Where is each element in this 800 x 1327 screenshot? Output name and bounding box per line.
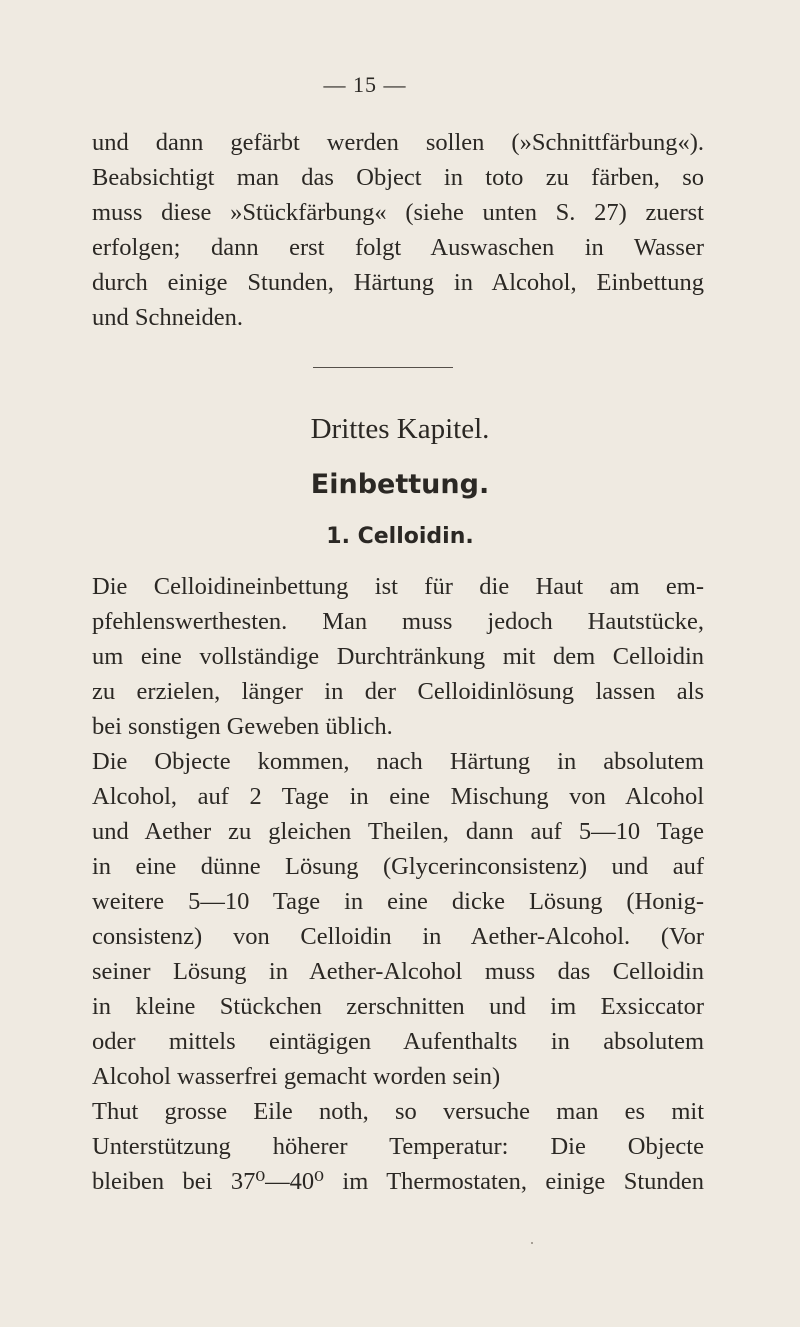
text-line: Alcohol wasserfrei gemacht worden sein): [92, 1063, 501, 1090]
text-line: oder mittels eintägigen Aufenthalts in absolutem: [92, 1028, 704, 1055]
text-line: muss diese »Stückfärbung« (siehe unten S. 27) zuerst: [92, 199, 704, 226]
text-line: um eine vollständige Durchtränkung mit dem Celloidin: [92, 643, 704, 670]
text-line: und dann gefärbt werden sollen (»Schnittfärbung«).: [92, 129, 704, 156]
text-line: in eine dünne Lösung (Glycerinconsistenz) und auf: [92, 853, 704, 880]
text-line: und Aether zu gleichen Theilen, dann auf 5—10 Tage: [92, 818, 704, 845]
chapter-title: Einbettung.: [310, 469, 490, 500]
text-line: erfolgen; dann erst folgt Auswaschen in Wasser: [92, 234, 704, 261]
text-line: bleiben bei 37⁰—40⁰ im Thermostaten, einige Stunden: [92, 1168, 704, 1195]
text-line: Die Objecte kommen, nach Härtung in absolutem: [92, 748, 704, 775]
text-line: Die Celloidineinbettung ist für die Haut am em-: [92, 573, 704, 600]
text-line: durch einige Stunden, Härtung in Alcohol, Einbettung: [92, 269, 704, 296]
chapter-heading: Drittes Kapitel.: [310, 413, 490, 445]
separator-rule: [313, 367, 453, 368]
text-line: Beabsichtigt man das Object in toto zu färben, so: [92, 164, 704, 191]
paper-speck: [531, 1242, 533, 1244]
text-line: weitere 5—10 Tage in eine dicke Lösung (Honig-: [92, 888, 704, 915]
text-line: pfehlenswerthesten. Man muss jedoch Hautstücke,: [92, 608, 704, 635]
text-line: consistenz) von Celloidin in Aether-Alcohol. (Vor: [92, 923, 704, 950]
text-line: Unterstützung höherer Temperatur: Die Objecte: [92, 1133, 704, 1160]
text-line: zu erzielen, länger in der Celloidinlösung lassen als: [92, 678, 704, 705]
text-line: Alcohol, auf 2 Tage in eine Mischung von Alcohol: [92, 783, 704, 810]
text-line: bei sonstigen Geweben üblich.: [92, 713, 393, 740]
text-line: Thut grosse Eile noth, so versuche man es mit: [92, 1098, 704, 1125]
section-heading: 1. Celloidin.: [326, 524, 474, 549]
page-number: — 15 —: [323, 72, 407, 97]
text-line: seiner Lösung in Aether-Alcohol muss das Celloidin: [92, 958, 704, 985]
text-line: in kleine Stückchen zerschnitten und im Exsiccator: [92, 993, 704, 1020]
text-line: und Schneiden.: [92, 304, 244, 331]
